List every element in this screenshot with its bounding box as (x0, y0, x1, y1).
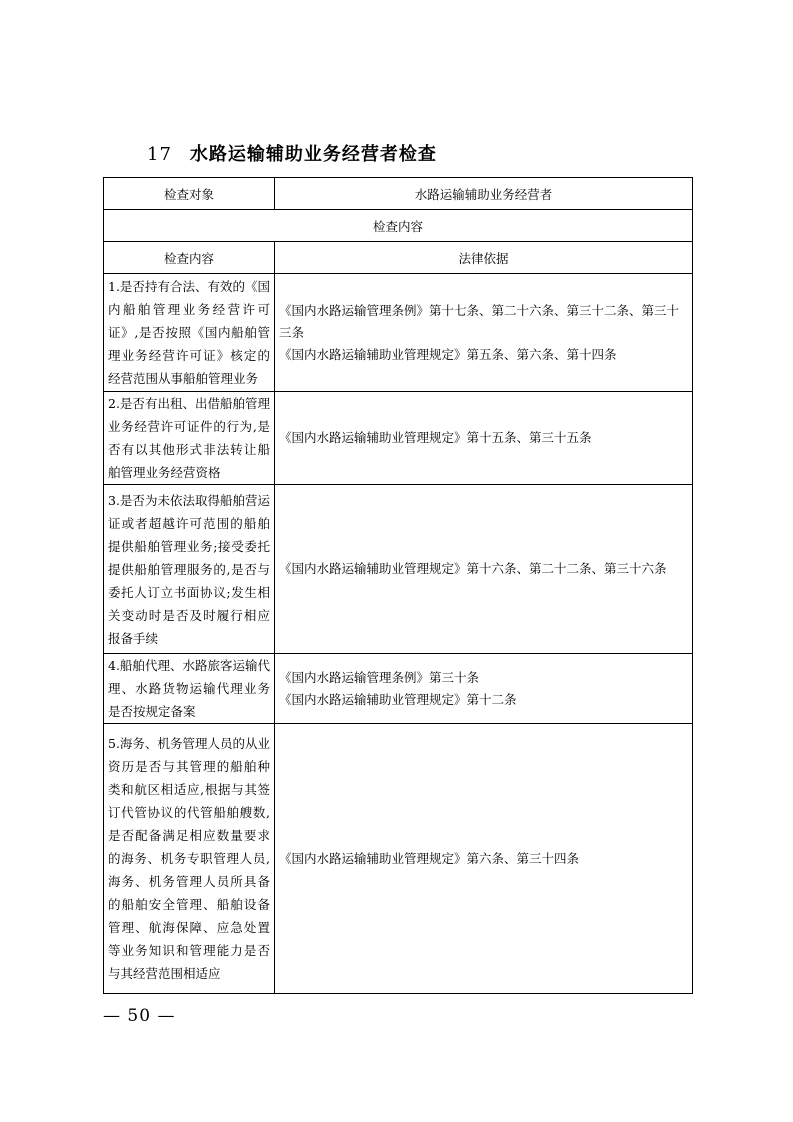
table-row (104, 724, 693, 994)
check-item-5: 5.海务、机务管理人员的从业资历是否与其管理的船舶种类和航区相适应,根据与其签订代管协议的代管船舶艘数,是否配备满足相应数量要求的海务、机务专职管理人员,海务、机务管理人员所具备的船舶安全管理、船舶设备管理、航海保障、应急处置等业务知识和管理能力是否与其经营范围相适应 (104, 724, 275, 994)
table-row (104, 392, 693, 485)
section-number: 17 (147, 144, 172, 165)
check-item-4: 4.船舶代理、水路旅客运输代理、水路货物运输代理业务是否按规定备案 (104, 654, 275, 724)
check-item-3: 3.是否为未依法取得船舶营运证或者超越许可范围的船舶提供船舶管理业务;接受委托提供船舶管理服务的,是否与委托人订立书面协议;发生相关变动时是否及时履行相应报备手续 (104, 485, 275, 654)
basis-line: 《国内水路运输辅助业管理规定》第十二条 (279, 691, 517, 707)
object-label: 检查对象 (104, 178, 275, 210)
content-heading-row (104, 210, 693, 242)
legal-basis-4 (275, 654, 693, 724)
check-item-1: 1.是否持有合法、有效的《国内船舶管理业务经营许可证》,是否按照《国内船舶管理业务经营许可证》核定的经营范围从事船舶管理业务 (104, 274, 275, 392)
legal-basis-5 (275, 724, 693, 994)
check-item-2: 2.是否有出租、出借船舶管理业务经营许可证件的行为,是否有以其他形式非法转让船舶管理业务经营资格 (104, 392, 275, 485)
column-header-basis: 法律依据 (275, 242, 693, 274)
section-title (147, 140, 437, 166)
page-number: — 50 — (103, 1006, 176, 1026)
basis-line: 《国内水路运输辅助业管理规定》第十六条、第二十二条、第三十六条 (279, 561, 667, 576)
inspection-table (103, 177, 693, 994)
object-value: 水路运输辅助业务经营者 (275, 178, 693, 210)
basis-line: 《国内水路运输管理条例》第三十条 (279, 669, 480, 685)
column-header-row (104, 242, 693, 274)
content-heading: 检查内容 (104, 210, 693, 242)
object-row (104, 178, 693, 210)
column-header-content: 检查内容 (104, 242, 275, 274)
basis-line: 《国内水路运输辅助业管理规定》第六条、第三十四条 (279, 850, 580, 866)
section-title-text: 水路运输辅助业务经营者检查 (189, 144, 437, 165)
legal-basis-3 (275, 485, 693, 654)
table-row (104, 485, 693, 654)
basis-line: 《国内水路运输辅助业管理规定》第五条、第六条、第十四条 (279, 346, 617, 362)
legal-basis-2 (275, 392, 693, 485)
legal-basis-1 (275, 274, 693, 392)
table-row (104, 654, 693, 724)
basis-line: 《国内水路运输辅助业管理规定》第十五条、第三十五条 (279, 430, 592, 445)
table-row (104, 274, 693, 392)
basis-line: 《国内水路运输管理条例》第十七条、第二十六条、第三十二条、第三十三条 (279, 302, 680, 340)
